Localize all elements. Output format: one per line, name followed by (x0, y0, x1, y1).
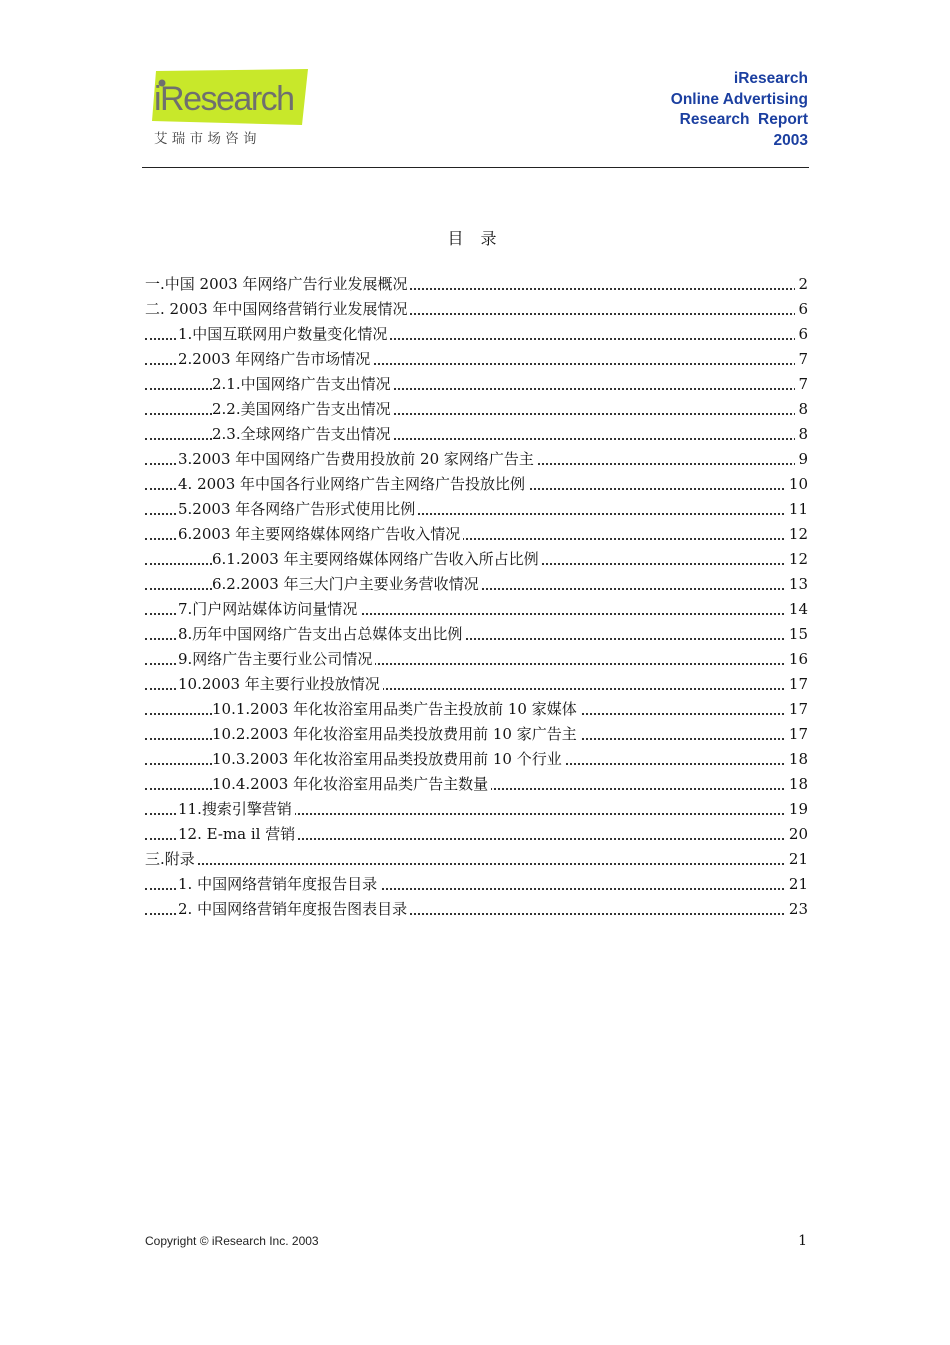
report-header-line-1: iResearch (733, 70, 808, 87)
toc-entry[interactable] (145, 322, 808, 347)
toc-entry-page: 10 (786, 472, 808, 497)
table-of-contents (145, 272, 808, 922)
page-number: 1 (798, 1233, 807, 1249)
toc-entry-label: 6.1.2003 年主要网络媒体网络广告收入所占比例 (212, 550, 542, 568)
toc-entry[interactable] (145, 472, 808, 497)
toc-entry-label: 2.3.全球网络广告支出情况 (212, 425, 394, 443)
toc-entry-label: 10.2.2003 年化妆浴室用品类投放费用前 10 家广告主 (212, 725, 580, 743)
toc-entry[interactable] (145, 497, 808, 522)
toc-entry-page: 8 (795, 422, 808, 447)
toc-entry-label: 10.4.2003 年化妆浴室用品类广告主数量 (212, 775, 491, 793)
toc-entry[interactable] (145, 672, 808, 697)
toc-entry-label: 7.门户网站媒体访问量情况 (178, 600, 360, 618)
toc-entry-label: 2. 中国网络营销年度报告图表目录 (178, 900, 410, 918)
toc-entry-page: 17 (786, 697, 808, 722)
toc-entry[interactable] (145, 797, 808, 822)
toc-entry-label: 10.2003 年主要行业投放情况 (178, 675, 383, 693)
toc-entry-page: 17 (786, 722, 808, 747)
toc-entry-page: 2 (795, 272, 808, 297)
toc-entry-page: 12 (786, 547, 808, 572)
toc-entry-page: 7 (795, 372, 808, 397)
toc-entry-page: 16 (786, 647, 808, 672)
toc-entry-label: 5.2003 年各网络广告形式使用比例 (178, 500, 418, 518)
toc-entry-page: 7 (795, 347, 808, 372)
toc-entry[interactable] (145, 447, 808, 472)
toc-entry[interactable] (145, 522, 808, 547)
toc-entry[interactable] (145, 347, 808, 372)
toc-entry[interactable] (145, 697, 808, 722)
toc-entry-page: 13 (786, 572, 808, 597)
toc-entry[interactable] (145, 597, 808, 622)
toc-entry-label: 12. E-ma il 营销 (178, 825, 298, 843)
toc-entry-label: 三.附录 (145, 850, 198, 868)
toc-entry[interactable] (145, 897, 808, 922)
iresearch-logo (142, 63, 317, 158)
copyright-notice: Copyright © iResearch Inc. 2003 (145, 1234, 319, 1248)
toc-entry-label: 2.1.中国网络广告支出情况 (212, 375, 394, 393)
toc-entry-label: 10.1.2003 年化妆浴室用品类广告主投放前 10 家媒体 (212, 700, 580, 718)
toc-entry-page: 18 (786, 772, 808, 797)
toc-entry[interactable] (145, 872, 808, 897)
toc-entry-label: 11.搜索引擎营销 (178, 800, 295, 818)
toc-entry[interactable] (145, 297, 808, 322)
toc-entry-page: 23 (786, 897, 808, 922)
toc-entry-label: 10.3.2003 年化妆浴室用品类投放费用前 10 个行业 (212, 750, 565, 768)
toc-entry[interactable] (145, 722, 808, 747)
toc-entry-page: 20 (786, 822, 808, 847)
toc-entry-label: 8.历年中国网络广告支出占总媒体支出比例 (178, 625, 465, 643)
toc-entry-page: 17 (786, 672, 808, 697)
toc-entry-page: 11 (786, 497, 808, 522)
toc-entry-label: 4. 2003 年中国各行业网络广告主网络广告投放比例 (178, 475, 528, 493)
toc-entry[interactable] (145, 397, 808, 422)
toc-entry-page: 6 (795, 297, 808, 322)
toc-entry-label: 6.2003 年主要网络媒体网络广告收入情况 (178, 525, 463, 543)
toc-entry-label: 1.中国互联网用户数量变化情况 (178, 325, 390, 343)
toc-entry-label: 9.网络广告主要行业公司情况 (178, 650, 375, 668)
toc-title: 目 录 (447, 229, 503, 248)
toc-entry-page: 14 (786, 597, 808, 622)
toc-entry-label: 一.中国 2003 年网络广告行业发展概况 (145, 275, 410, 293)
toc-entry-label: 2.2.美国网络广告支出情况 (212, 400, 394, 418)
logo-subtitle: 艾 瑞 市 场 咨 询 (154, 131, 257, 147)
toc-entry-label: 3.2003 年中国网络广告费用投放前 20 家网络广告主 (178, 450, 537, 468)
toc-entry[interactable] (145, 622, 808, 647)
toc-entry-label: 二. 2003 年中国网络营销行业发展情况 (145, 300, 410, 318)
toc-entry-page: 8 (795, 397, 808, 422)
header-divider (142, 167, 809, 168)
toc-entry-page: 15 (786, 622, 808, 647)
toc-entry[interactable] (145, 647, 808, 672)
report-header-line-4: 2003 (773, 131, 808, 149)
toc-entry-page: 6 (795, 322, 808, 347)
toc-entry[interactable] (145, 772, 808, 797)
toc-entry[interactable] (145, 747, 808, 772)
report-header-line-3: Research Report (679, 111, 808, 128)
report-header (671, 69, 808, 151)
toc-entry-page: 9 (795, 447, 808, 472)
toc-entry[interactable] (145, 847, 808, 872)
toc-entry[interactable] (145, 372, 808, 397)
report-header-line-2: Online Advertising (670, 90, 808, 108)
toc-entry-page: 12 (786, 522, 808, 547)
toc-entry[interactable] (145, 272, 808, 297)
toc-entry[interactable] (145, 572, 808, 597)
toc-entry-label: 6.2.2003 年三大门户主要业务营收情况 (212, 575, 482, 593)
toc-entry-page: 21 (786, 847, 808, 872)
logo-text: iResearch (154, 80, 294, 118)
logo-graphic (142, 63, 317, 158)
toc-entry-label: 1. 中国网络营销年度报告目录 (178, 875, 380, 893)
toc-entry-label: 2.2003 年网络广告市场情况 (178, 350, 373, 368)
toc-entry[interactable] (145, 822, 808, 847)
toc-entry[interactable] (145, 422, 808, 447)
toc-entry-page: 21 (786, 872, 808, 897)
toc-entry-page: 18 (786, 747, 808, 772)
toc-entry-page: 19 (786, 797, 808, 822)
toc-entry[interactable] (145, 547, 808, 572)
